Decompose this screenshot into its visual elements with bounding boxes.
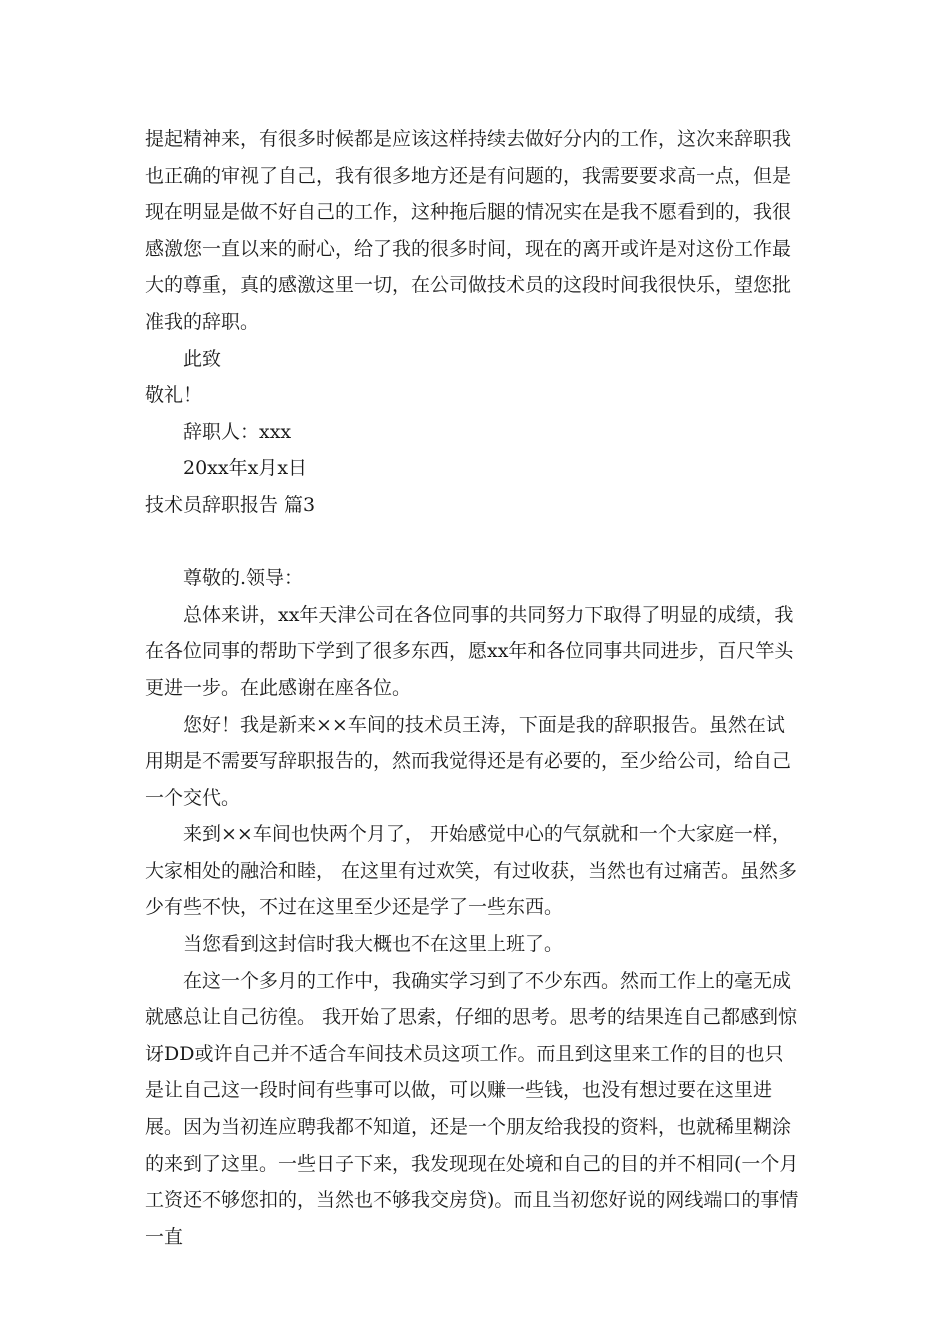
section-heading: 技术员辞职报告 篇3	[145, 493, 316, 516]
greeting: 尊敬的.领导：	[183, 567, 304, 590]
body-paragraph: 来到××车间也快两个月了， 开始感觉中心的气氛就和一个大家庭一样，大家相处的融洽和睦， 在这里有过欢笑，有过收获，当然也有过痛苦。虽然多少有些不快，不过在这里至少还是学了一些东西。	[145, 823, 798, 919]
body-paragraph: 在这一个多月的工作中，我确实学习到了不少东西。然而工作上的毫无成就感总让自己彷徨。 我开始了思索，仔细的思考。思考的结果连自己都感到惊讶DD或许自己并不适合车间技术员这项工作。而且到这里来工作的目的也只是让自己这一段时间有些事可以做，可以赚一些钱，也没有想过要在这里进展。因为当初连应聘我都不知道，还是一个朋友给我投的资料，也就稀里糊涂的来到了这里。一些日子下来，我发现现在处境和自己的目的并不相同(一个月工资还不够您扣的，当然也不够我交房贷)。而且当初您好说的网线端口的事情一直	[145, 969, 799, 1248]
body-paragraph: 提起精神来，有很多时候都是应该这样持续去做好分内的工作，这次来辞职我也正确的审视了自己，我有很多地方还是有问题的，我需要要求高一点，但是现在明显是做不好自己的工作，这种拖后腿的情况实在是我不愿看到的，我很感激您一直以来的耐心，给了我的很多时间，现在的离开或许是对这份工作最大的尊重，真的感激这里一切，在公司做技术员的这段时间我很快乐，望您批准我的辞职。	[145, 128, 792, 333]
body-paragraph: 总体来讲，xx年天津公司在各位同事的共同努力下取得了明显的成绩，我在各位同事的帮助下学到了很多东西，愿xx年和各位同事共同进步，百尺竿头更进一步。在此感谢在座各位。	[145, 603, 794, 699]
blank-line	[145, 524, 800, 561]
date-line: 20xx年x月x日	[183, 457, 308, 480]
body-paragraph: 您好！我是新来××车间的技术员王涛，下面是我的辞职报告。虽然在试用期是不需要写辞职报告的，然而我觉得还是有必要的，至少给公司，给自己一个交代。	[145, 713, 792, 809]
closing-regards: 敬礼！	[145, 384, 203, 407]
body-paragraph: 当您看到这封信时我大概也不在这里上班了。	[183, 933, 564, 956]
closing-salutation: 此致	[183, 347, 222, 370]
signature-line: 辞职人：xxx	[183, 420, 292, 443]
